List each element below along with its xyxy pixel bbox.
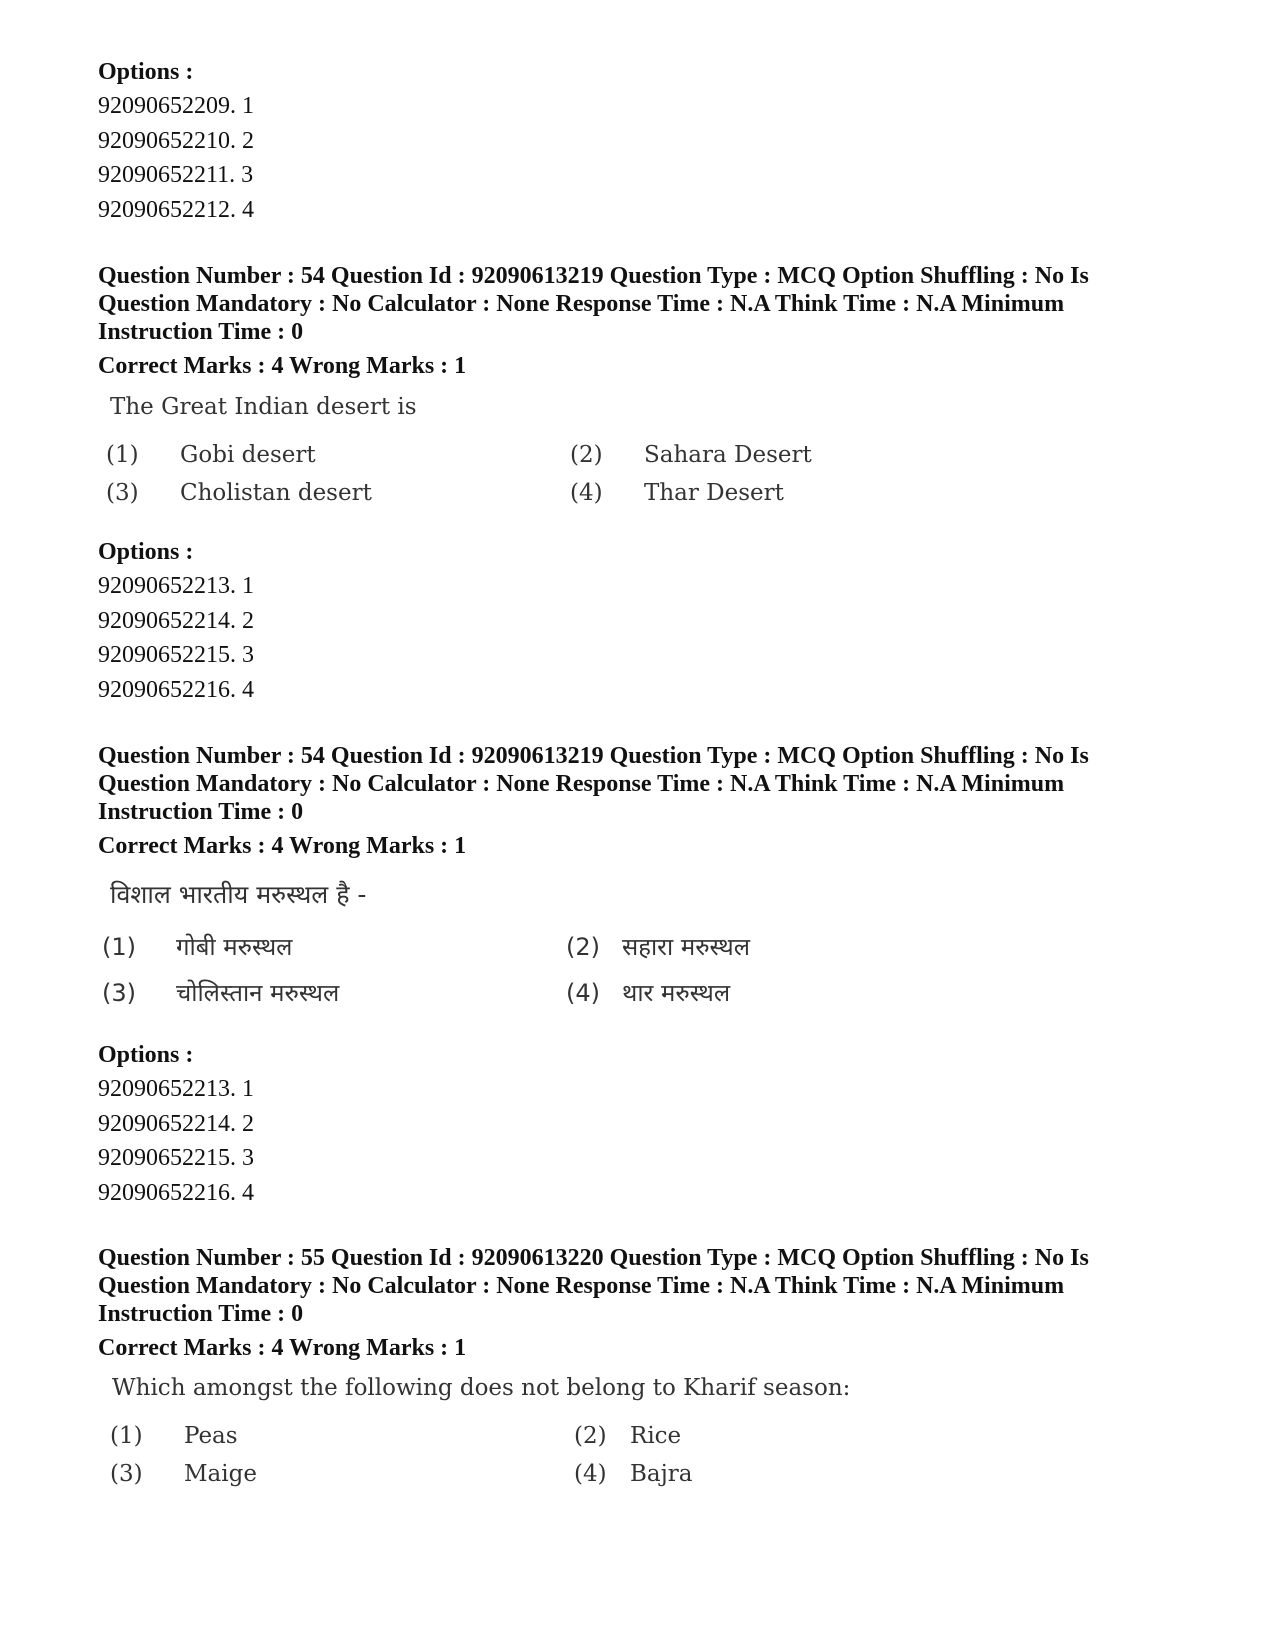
option-line: 92090652209. 1 <box>98 93 254 119</box>
option-line: 92090652216. 4 <box>98 1179 254 1206</box>
question-text: विशाल भारतीय मरुस्थल है - <box>110 880 367 909</box>
question-header <box>98 742 1158 860</box>
marks-line: Correct Marks : 4 Wrong Marks : 1 <box>98 833 467 859</box>
question-header <box>98 262 1158 380</box>
option-line: 92090652216. 4 <box>98 676 254 703</box>
answer-choices <box>98 440 858 520</box>
question-body-hindi <box>98 880 858 1032</box>
choice-2: (2) सहारा मरुस्थल <box>566 933 751 961</box>
choice-4: (4) Bajra <box>574 1461 693 1487</box>
marks-line: Correct Marks : 4 Wrong Marks : 1 <box>98 353 467 379</box>
choice-2: (2) Rice <box>574 1423 682 1449</box>
question-meta-line: Question Mandatory : No Calculator : None Response Time : N.A Think Time : N.A Minimum <box>98 291 1065 317</box>
option-line: 92090652215. 3 <box>98 642 254 668</box>
answer-choices <box>98 1421 858 1501</box>
option-line: 92090652213. 1 <box>98 573 254 599</box>
question-text: Which amongst the following does not belong to Kharif season: <box>112 1375 851 1401</box>
choice-1: (1) गोबी मरुस्थल <box>102 933 293 961</box>
option-line: 92090652214. 2 <box>98 607 254 634</box>
options-label: Options : <box>98 1042 194 1068</box>
choice-4: (4) Thar Desert <box>570 480 784 506</box>
options-section <box>98 1038 1158 1210</box>
question-meta-line: Question Number : 55 Question Id : 92090613220 Question Type : MCQ Option Shuffling : No Is <box>98 1245 1089 1271</box>
choice-4: (4) थार मरुस्थल <box>566 979 731 1007</box>
options-section <box>98 535 1158 707</box>
option-line: 92090652215. 3 <box>98 1145 254 1171</box>
question-meta-line: Instruction Time : 0 <box>98 319 304 345</box>
option-line: 92090652210. 2 <box>98 127 254 154</box>
option-line: 92090652211. 3 <box>98 162 254 188</box>
option-line: 92090652212. 4 <box>98 196 254 223</box>
marks-line: Correct Marks : 4 Wrong Marks : 1 <box>98 1335 467 1361</box>
question-body <box>98 1373 858 1501</box>
question-text: The Great Indian desert is <box>110 394 417 420</box>
question-meta-line: Question Number : 54 Question Id : 92090613219 Question Type : MCQ Option Shuffling : No Is <box>98 263 1089 289</box>
option-line: 92090652213. 1 <box>98 1076 254 1102</box>
answer-choices <box>98 932 858 1032</box>
question-body <box>98 392 858 520</box>
option-line: 92090652214. 2 <box>98 1110 254 1137</box>
question-meta-line: Question Mandatory : No Calculator : None Response Time : N.A Think Time : N.A Minimum <box>98 771 1065 797</box>
choice-2: (2) Sahara Desert <box>570 442 812 468</box>
choice-3: (3) Cholistan desert <box>106 480 372 506</box>
choice-1: (1) Gobi desert <box>106 442 316 468</box>
question-meta-line: Question Number : 54 Question Id : 92090613219 Question Type : MCQ Option Shuffling : No Is <box>98 743 1089 769</box>
choice-1: (1) Peas <box>110 1423 238 1449</box>
options-section-top <box>98 55 1158 227</box>
question-meta-line: Instruction Time : 0 <box>98 799 304 825</box>
question-meta-line: Question Mandatory : No Calculator : None Response Time : N.A Think Time : N.A Minimum <box>98 1273 1065 1299</box>
options-label: Options : <box>98 59 194 85</box>
question-header <box>98 1244 1158 1362</box>
choice-3: (3) Maige <box>110 1461 257 1487</box>
options-label: Options : <box>98 539 194 565</box>
choice-3: (3) चोलिस्तान मरुस्थल <box>102 979 340 1007</box>
question-meta-line: Instruction Time : 0 <box>98 1301 304 1327</box>
